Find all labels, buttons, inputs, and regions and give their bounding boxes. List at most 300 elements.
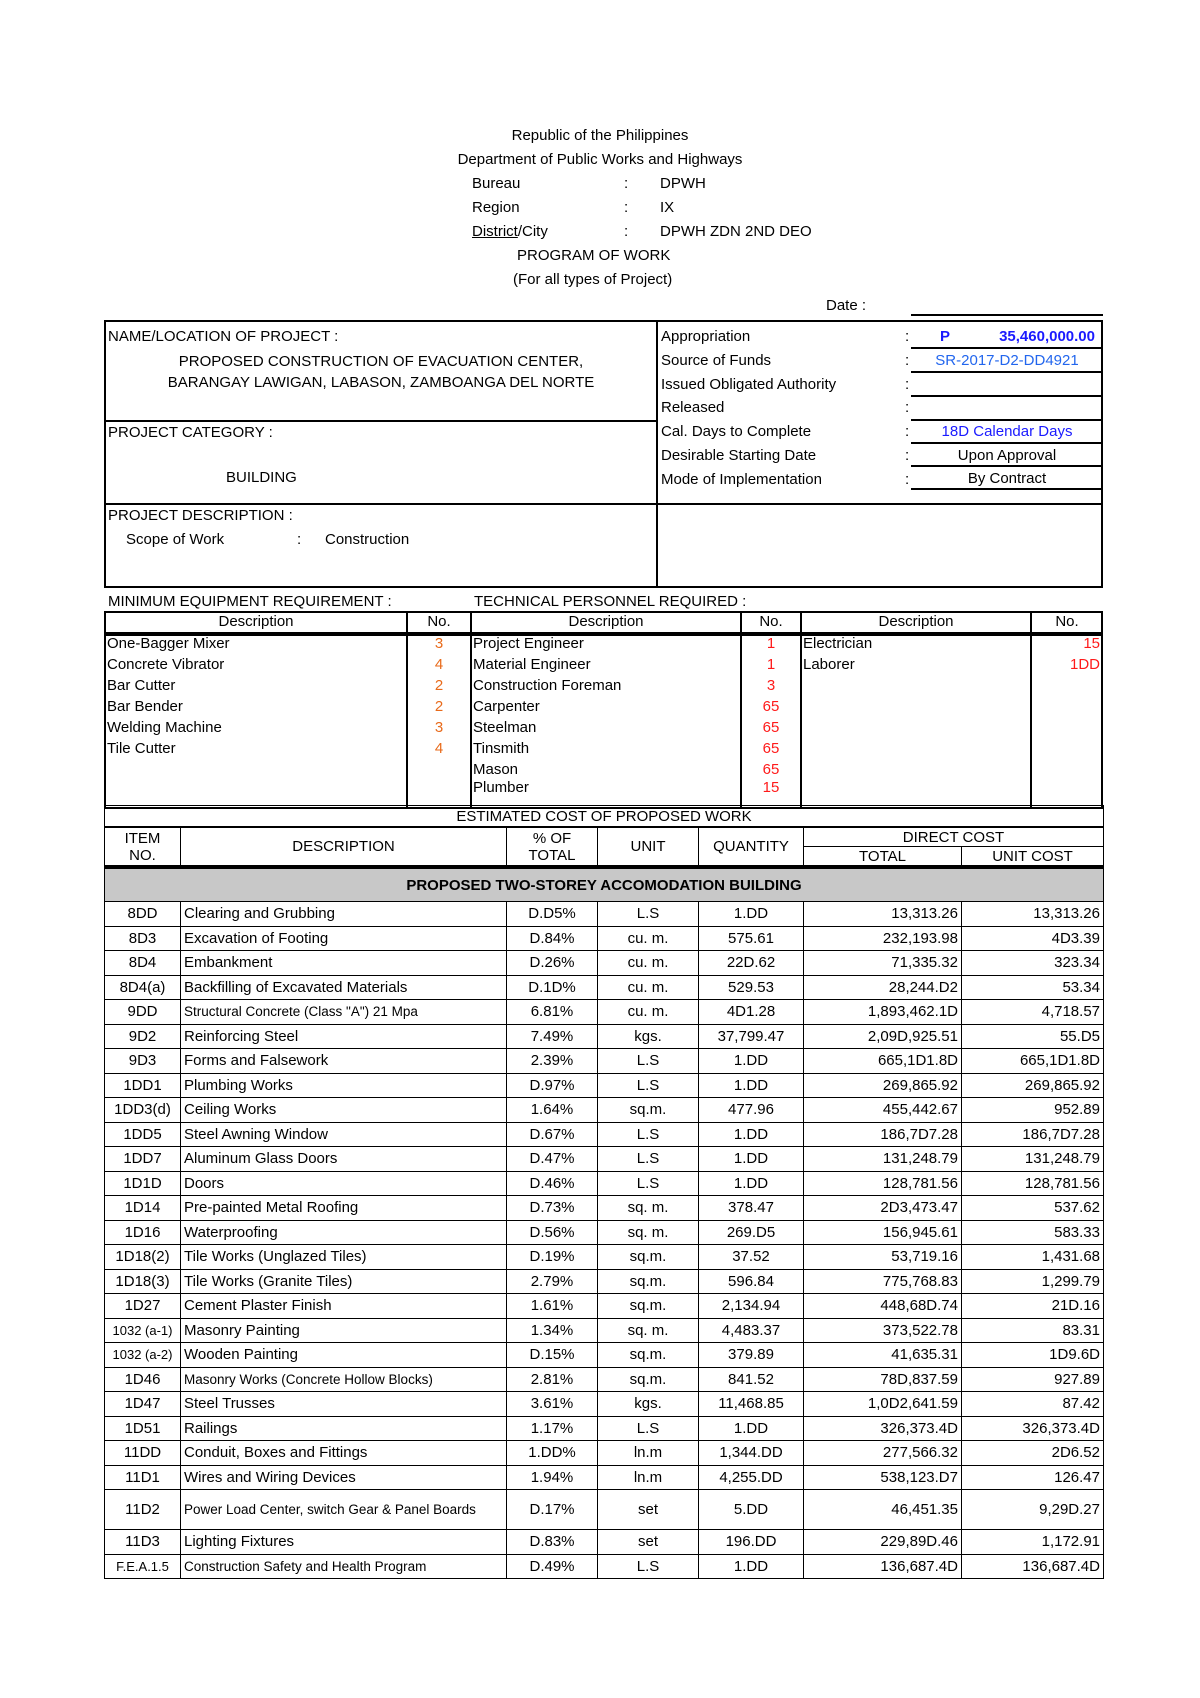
- cell-item-no: 8DD: [105, 902, 181, 927]
- cell-total: 28,244.D2: [804, 975, 962, 1000]
- cell-description: Masonry Painting: [181, 1318, 507, 1343]
- cal-days-colon: :: [905, 423, 910, 440]
- cell-total: 538,123.D7: [804, 1465, 962, 1490]
- cell-unit: ln.m: [598, 1441, 699, 1466]
- cell-unit-cost: 326,373.4D: [962, 1416, 1104, 1441]
- cell-unit: cu. m.: [598, 926, 699, 951]
- table-row: [105, 1465, 1104, 1490]
- scope-colon: :: [297, 531, 302, 548]
- cell-total: 53,719.16: [804, 1245, 962, 1270]
- cell-unit-cost: 1D9.6D: [962, 1343, 1104, 1368]
- cell-percent: 1.61%: [507, 1294, 598, 1319]
- cell-unit-cost: 1,431.68: [962, 1245, 1104, 1270]
- bureau-value: DPWH: [660, 175, 706, 192]
- table-row: [105, 902, 1104, 927]
- equipment-col-no: No.: [427, 613, 451, 630]
- appropriation-currency: P: [940, 328, 951, 345]
- mode-label: Mode of Implementation: [661, 471, 822, 488]
- cost-table: [104, 805, 1104, 1579]
- cell-item-no: 1D51: [105, 1416, 181, 1441]
- cell-total: 136,687.4D: [804, 1554, 962, 1579]
- cell-unit-cost: 665,1D1.8D: [962, 1049, 1104, 1074]
- cell-percent: D.19%: [507, 1245, 598, 1270]
- cell-description: Conduit, Boxes and Fittings: [181, 1441, 507, 1466]
- col-total: TOTAL: [804, 847, 962, 868]
- cell-description: Embankment: [181, 951, 507, 976]
- cell-quantity: 2,134.94: [699, 1294, 804, 1319]
- cell-unit-cost: 21D.16: [962, 1294, 1104, 1319]
- region-value: IX: [660, 199, 675, 216]
- equipment-item-desc: One-Bagger Mixer: [107, 635, 230, 652]
- cell-unit: L.S: [598, 1049, 699, 1074]
- cell-unit: kgs.: [598, 1024, 699, 1049]
- source-of-funds-label: Source of Funds: [661, 352, 772, 369]
- cell-percent: D.49%: [507, 1554, 598, 1579]
- personnel-item-desc: Mason: [473, 761, 519, 778]
- doc-title: PROGRAM OF WORK: [517, 247, 671, 264]
- cell-description: Aluminum Glass Doors: [181, 1147, 507, 1172]
- cell-item-no: 1D16: [105, 1220, 181, 1245]
- equipment-item-no: 3: [434, 635, 444, 652]
- cell-unit-cost: 9,29D.27: [962, 1490, 1104, 1530]
- cell-total: 665,1D1.8D: [804, 1049, 962, 1074]
- equipment-item-desc: Concrete Vibrator: [107, 656, 225, 673]
- cell-quantity: 4,255.DD: [699, 1465, 804, 1490]
- table-row: [105, 951, 1104, 976]
- table-row: [105, 926, 1104, 951]
- cell-description: Excavation of Footing: [181, 926, 507, 951]
- cell-quantity: 1.DD: [699, 1147, 804, 1172]
- cell-item-no: 11D1: [105, 1465, 181, 1490]
- cell-unit-cost: 4D3.39: [962, 926, 1104, 951]
- table-row: [105, 975, 1104, 1000]
- bureau-colon: :: [624, 175, 629, 192]
- personnel-item-no: 1: [766, 656, 776, 673]
- cell-percent: 1.34%: [507, 1318, 598, 1343]
- table-row: [105, 1416, 1104, 1441]
- cell-unit-cost: 87.42: [962, 1392, 1104, 1417]
- cell-item-no: 8D3: [105, 926, 181, 951]
- region-colon: :: [624, 199, 629, 216]
- col-item-no-l1: ITEM: [124, 829, 161, 847]
- source-colon: :: [905, 352, 910, 369]
- equipment-item-desc: Bar Bender: [107, 698, 183, 715]
- cell-unit-cost: 1,299.79: [962, 1269, 1104, 1294]
- cell-quantity: 37.52: [699, 1245, 804, 1270]
- issued-authority-label: Issued Obligated Authority: [661, 376, 837, 393]
- source-underline: [911, 358, 1103, 373]
- cell-item-no: 1D14: [105, 1196, 181, 1221]
- personnel-item-no: 65: [762, 740, 780, 757]
- cell-item-no: 8D4: [105, 951, 181, 976]
- cell-total: 448,68D.74: [804, 1294, 962, 1319]
- cell-description: Construction Safety and Health Program: [181, 1554, 507, 1579]
- cell-item-no: 9DD: [105, 1000, 181, 1025]
- table-row: [105, 1000, 1104, 1025]
- cell-quantity: 1.DD: [699, 1073, 804, 1098]
- cell-description: Plumbing Works: [181, 1073, 507, 1098]
- personnel2-col-no: No.: [1055, 613, 1079, 630]
- cell-quantity: 1.DD: [699, 1416, 804, 1441]
- district-label-underlined: District: [472, 223, 518, 240]
- cell-unit-cost: 126.47: [962, 1465, 1104, 1490]
- cell-quantity: 378.47: [699, 1196, 804, 1221]
- cell-percent: D.D5%: [507, 902, 598, 927]
- cell-item-no: 1DD1: [105, 1073, 181, 1098]
- cell-description: Masonry Works (Concrete Hollow Blocks): [181, 1367, 507, 1392]
- project-name-line1: PROPOSED CONSTRUCTION OF EVACUATION CENTER,: [178, 353, 584, 370]
- cell-item-no: 1D18(3): [105, 1269, 181, 1294]
- starting-date-label: Desirable Starting Date: [661, 447, 817, 464]
- table-row: [105, 1318, 1104, 1343]
- cell-description: Steel Awning Window: [181, 1122, 507, 1147]
- personnel2-item-desc: Electrician: [803, 635, 873, 652]
- cell-quantity: 4,483.37: [699, 1318, 804, 1343]
- cell-quantity: 196.DD: [699, 1530, 804, 1555]
- cell-total: 269,865.92: [804, 1073, 962, 1098]
- cell-description: Cement Plaster Finish: [181, 1294, 507, 1319]
- personnel-item-no: 1: [766, 635, 776, 652]
- col-unit-cost: UNIT COST: [962, 847, 1104, 868]
- mode-value[interactable]: By Contract: [967, 470, 1047, 487]
- table-row: [105, 1441, 1104, 1466]
- personnel-section-label: TECHNICAL PERSONNEL REQUIRED :: [474, 593, 747, 610]
- cell-quantity: 4D1.28: [699, 1000, 804, 1025]
- starting-date-colon: :: [905, 447, 910, 464]
- cell-percent: 2.81%: [507, 1367, 598, 1392]
- cell-description: Pre-painted Metal Roofing: [181, 1196, 507, 1221]
- cal-days-underline: [911, 430, 1103, 444]
- col-quantity: QUANTITY: [699, 827, 804, 867]
- cell-percent: 2.79%: [507, 1269, 598, 1294]
- equipment-item-desc: Welding Machine: [107, 719, 222, 736]
- cell-item-no: 11D3: [105, 1530, 181, 1555]
- cell-unit: sq.m.: [598, 1367, 699, 1392]
- starting-date-underline: [911, 453, 1103, 467]
- equipment-section-label: MINIMUM EQUIPMENT REQUIREMENT :: [108, 593, 392, 610]
- cell-item-no: 11D2: [105, 1490, 181, 1530]
- cell-unit-cost: 83.31: [962, 1318, 1104, 1343]
- cell-unit: cu. m.: [598, 975, 699, 1000]
- district-label-rest: /City: [517, 223, 548, 240]
- table-row: [105, 1147, 1104, 1172]
- cell-description: Wires and Wiring Devices: [181, 1465, 507, 1490]
- cell-unit-cost: 13,313.26: [962, 902, 1104, 927]
- equipment-item-no: 3: [434, 719, 444, 736]
- cell-total: 373,522.78: [804, 1318, 962, 1343]
- section-header: PROPOSED TWO-STOREY ACCOMODATION BUILDING: [105, 867, 1104, 902]
- cell-item-no: 1D27: [105, 1294, 181, 1319]
- cell-unit-cost: 583.33: [962, 1220, 1104, 1245]
- mode-underline: [911, 476, 1103, 490]
- cell-total: 277,566.32: [804, 1441, 962, 1466]
- date-label: Date :: [826, 297, 867, 314]
- table-row: [105, 1171, 1104, 1196]
- cell-percent: D.67%: [507, 1122, 598, 1147]
- personnel-item-desc: Carpenter: [473, 698, 540, 715]
- cell-total: 131,248.79: [804, 1147, 962, 1172]
- cell-quantity: 22D.62: [699, 951, 804, 976]
- col-percent-l1: % OF: [532, 829, 572, 847]
- equipment-item-no: 2: [434, 677, 444, 694]
- cell-item-no: F.E.A.1.5: [105, 1554, 181, 1579]
- cell-quantity: 596.84: [699, 1269, 804, 1294]
- equipment-col-description: Description: [218, 613, 294, 630]
- personnel-item-no: 65: [762, 761, 780, 778]
- table-row: [105, 1220, 1104, 1245]
- personnel-item-no: 65: [762, 719, 780, 736]
- region-label: Region: [472, 199, 520, 216]
- col-item-no-l2: NO.: [129, 846, 156, 864]
- cell-quantity: 11,468.85: [699, 1392, 804, 1417]
- cell-item-no: 1DD5: [105, 1122, 181, 1147]
- cell-unit: sq.m.: [598, 1294, 699, 1319]
- cell-unit: L.S: [598, 902, 699, 927]
- table-row: [105, 1073, 1104, 1098]
- table-row: [105, 1245, 1104, 1270]
- personnel-col-no: No.: [759, 613, 783, 630]
- cell-percent: D.56%: [507, 1220, 598, 1245]
- cell-percent: D.73%: [507, 1196, 598, 1221]
- released-label: Released: [661, 399, 725, 416]
- appropriation-label: Appropriation: [661, 328, 751, 345]
- issued-colon: :: [905, 376, 910, 393]
- header-republic: Republic of the Philippines: [511, 127, 689, 144]
- cell-item-no: 1D1D: [105, 1171, 181, 1196]
- cell-unit: sq. m.: [598, 1220, 699, 1245]
- col-unit: UNIT: [598, 827, 699, 867]
- cell-unit: set: [598, 1490, 699, 1530]
- cell-unit-cost: 53.34: [962, 975, 1104, 1000]
- table-row: [105, 1024, 1104, 1049]
- table-row: [105, 1122, 1104, 1147]
- personnel-item-desc: Tinsmith: [473, 740, 530, 757]
- cell-unit-cost: 136,687.4D: [962, 1554, 1104, 1579]
- cell-unit-cost: 2D6.52: [962, 1441, 1104, 1466]
- cell-unit: cu. m.: [598, 951, 699, 976]
- project-category-label: PROJECT CATEGORY :: [108, 424, 273, 441]
- project-name-line2: BARANGAY LAWIGAN, LABASON, ZAMBOANGA DEL NORTE: [167, 374, 595, 391]
- cell-unit: sq.m.: [598, 1269, 699, 1294]
- cell-unit: L.S: [598, 1554, 699, 1579]
- mode-colon: :: [905, 471, 910, 488]
- resources-header-rule: [104, 632, 1103, 636]
- cell-item-no: 1032 (a-1): [105, 1318, 181, 1343]
- scope-value: Construction: [325, 531, 410, 548]
- cell-description: Ceiling Works: [181, 1098, 507, 1123]
- cell-unit: L.S: [598, 1171, 699, 1196]
- cell-unit-cost: 55.D5: [962, 1024, 1104, 1049]
- cell-percent: D.26%: [507, 951, 598, 976]
- cell-total: 232,193.98: [804, 926, 962, 951]
- cell-percent: 1.64%: [507, 1098, 598, 1123]
- cell-unit-cost: 131,248.79: [962, 1147, 1104, 1172]
- released-colon: :: [905, 399, 910, 416]
- cell-unit: L.S: [598, 1122, 699, 1147]
- cell-percent: D.1D%: [507, 975, 598, 1000]
- cell-total: 128,781.56: [804, 1171, 962, 1196]
- cell-unit-cost: 323.34: [962, 951, 1104, 976]
- cell-description: Backfilling of Excavated Materials: [181, 975, 507, 1000]
- cell-quantity: 5.DD: [699, 1490, 804, 1530]
- district-colon: :: [624, 223, 629, 240]
- cell-total: 455,442.67: [804, 1098, 962, 1123]
- table-row: [105, 1269, 1104, 1294]
- table-row: [105, 1392, 1104, 1417]
- cell-item-no: 9D3: [105, 1049, 181, 1074]
- col-direct-cost: DIRECT COST: [804, 827, 1104, 847]
- cell-percent: D.46%: [507, 1171, 598, 1196]
- date-field[interactable]: [911, 303, 1103, 316]
- table-row: [105, 1367, 1104, 1392]
- table-row: [105, 1098, 1104, 1123]
- cell-unit: sq.m.: [598, 1098, 699, 1123]
- cell-percent: 1.94%: [507, 1465, 598, 1490]
- cell-total: 1,893,462.1D: [804, 1000, 962, 1025]
- cell-percent: D.17%: [507, 1490, 598, 1530]
- cell-unit: sq. m.: [598, 1196, 699, 1221]
- personnel-item-desc: Material Engineer: [473, 656, 591, 673]
- cell-unit-cost: 269,865.92: [962, 1073, 1104, 1098]
- cell-item-no: 1DD3(d): [105, 1098, 181, 1123]
- cell-quantity: 1.DD: [699, 902, 804, 927]
- cell-description: Railings: [181, 1416, 507, 1441]
- equipment-item-no: 4: [434, 740, 444, 757]
- personnel-item-desc: Plumber: [473, 779, 529, 796]
- cell-total: 186,7D7.28: [804, 1122, 962, 1147]
- cell-percent: D.83%: [507, 1530, 598, 1555]
- table-row: [105, 1530, 1104, 1555]
- cell-quantity: 269.D5: [699, 1220, 804, 1245]
- cal-days-value[interactable]: 18D Calendar Days: [941, 423, 1073, 440]
- cell-unit-cost: 4,718.57: [962, 1000, 1104, 1025]
- cell-item-no: 1032 (a-2): [105, 1343, 181, 1368]
- starting-date-value[interactable]: Upon Approval: [957, 447, 1057, 464]
- col-description: DESCRIPTION: [181, 827, 507, 867]
- issued-authority-field[interactable]: [911, 382, 1103, 397]
- cell-description: Reinforcing Steel: [181, 1024, 507, 1049]
- cell-item-no: 1D47: [105, 1392, 181, 1417]
- cell-total: 46,451.35: [804, 1490, 962, 1530]
- equipment-item-desc: Bar Cutter: [107, 677, 176, 694]
- cell-description: Power Load Center, switch Gear & Panel Boards: [181, 1490, 507, 1530]
- table-row: [105, 1196, 1104, 1221]
- cell-unit: ln.m: [598, 1465, 699, 1490]
- cell-description: Tile Works (Unglazed Tiles): [181, 1245, 507, 1270]
- cell-description: Steel Trusses: [181, 1392, 507, 1417]
- source-of-funds-value[interactable]: SR-2017-D2-DD4921: [935, 352, 1079, 369]
- divider-category-description: [104, 503, 1103, 505]
- cell-total: 2,09D,925.51: [804, 1024, 962, 1049]
- personnel2-col-description: Description: [878, 613, 954, 630]
- cell-unit: L.S: [598, 1073, 699, 1098]
- personnel-col-description: Description: [568, 613, 644, 630]
- cell-quantity: 1,344.DD: [699, 1441, 804, 1466]
- cell-total: 41,635.31: [804, 1343, 962, 1368]
- cell-percent: D.47%: [507, 1147, 598, 1172]
- district-label: [472, 223, 548, 240]
- appropriation-value: 35,460,000.00: [999, 328, 1095, 345]
- cell-description: Doors: [181, 1171, 507, 1196]
- cell-quantity: 477.96: [699, 1098, 804, 1123]
- header-department: Department of Public Works and Highways: [457, 151, 743, 168]
- cell-description: Tile Works (Granite Tiles): [181, 1269, 507, 1294]
- cell-unit-cost: 537.62: [962, 1196, 1104, 1221]
- resources-box: [104, 611, 1103, 809]
- cell-percent: 6.81%: [507, 1000, 598, 1025]
- cell-item-no: 9D2: [105, 1024, 181, 1049]
- cell-unit-cost: 1,172.91: [962, 1530, 1104, 1555]
- district-value: DPWH ZDN 2ND DEO: [660, 223, 812, 240]
- cell-percent: 2.39%: [507, 1049, 598, 1074]
- cell-total: 326,373.4D: [804, 1416, 962, 1441]
- cell-unit: set: [598, 1530, 699, 1555]
- cell-percent: D.97%: [507, 1073, 598, 1098]
- cell-item-no: 8D4(a): [105, 975, 181, 1000]
- cost-title: ESTIMATED COST OF PROPOSED WORK: [105, 806, 1104, 828]
- cell-quantity: 841.52: [699, 1367, 804, 1392]
- cell-total: 78D,837.59: [804, 1367, 962, 1392]
- doc-subtitle: (For all types of Project): [513, 271, 673, 288]
- personnel-item-no: 3: [766, 677, 776, 694]
- cell-item-no: 1D18(2): [105, 1245, 181, 1270]
- divider-name-category: [104, 420, 658, 422]
- cell-total: 13,313.26: [804, 902, 962, 927]
- cell-unit-cost: 952.89: [962, 1098, 1104, 1123]
- cell-unit-cost: 927.89: [962, 1367, 1104, 1392]
- col-item-no: [105, 827, 181, 867]
- cell-quantity: 1.DD: [699, 1122, 804, 1147]
- col-percent: [507, 827, 598, 867]
- cell-description: Waterproofing: [181, 1220, 507, 1245]
- cell-quantity: 1.DD: [699, 1554, 804, 1579]
- cell-item-no: 1DD7: [105, 1147, 181, 1172]
- equipment-item-no: 4: [434, 656, 444, 673]
- appropriation-underline: [911, 335, 1103, 349]
- table-row: [105, 1490, 1104, 1530]
- cell-unit-cost: 128,781.56: [962, 1171, 1104, 1196]
- cell-unit: sq.m.: [598, 1343, 699, 1368]
- cell-percent: 3.61%: [507, 1392, 598, 1417]
- bureau-label: Bureau: [472, 175, 521, 192]
- personnel-item-desc: Project Engineer: [473, 635, 584, 652]
- table-row: [105, 1343, 1104, 1368]
- table-row: [105, 1554, 1104, 1579]
- cell-unit: cu. m.: [598, 1000, 699, 1025]
- personnel2-item-desc: Laborer: [803, 656, 855, 673]
- cell-total: 156,945.61: [804, 1220, 962, 1245]
- personnel-item-desc: Construction Foreman: [473, 677, 622, 694]
- cell-total: 775,768.83: [804, 1269, 962, 1294]
- cell-quantity: 379.89: [699, 1343, 804, 1368]
- cal-days-label: Cal. Days to Complete: [661, 423, 812, 440]
- released-field[interactable]: [911, 406, 1103, 421]
- cell-quantity: 529.53: [699, 975, 804, 1000]
- equipment-item-desc: Tile Cutter: [107, 740, 176, 757]
- scope-label: Scope of Work: [126, 531, 225, 548]
- cell-unit: L.S: [598, 1147, 699, 1172]
- cell-unit: L.S: [598, 1416, 699, 1441]
- personnel-item-no: 15: [762, 779, 780, 796]
- cell-description: Forms and Falsework: [181, 1049, 507, 1074]
- cell-quantity: 575.61: [699, 926, 804, 951]
- cell-quantity: 1.DD: [699, 1171, 804, 1196]
- col-percent-l2: TOTAL: [528, 846, 576, 864]
- cell-quantity: 37,799.47: [699, 1024, 804, 1049]
- cell-unit: sq. m.: [598, 1318, 699, 1343]
- cell-percent: 7.49%: [507, 1024, 598, 1049]
- cell-percent: D.84%: [507, 926, 598, 951]
